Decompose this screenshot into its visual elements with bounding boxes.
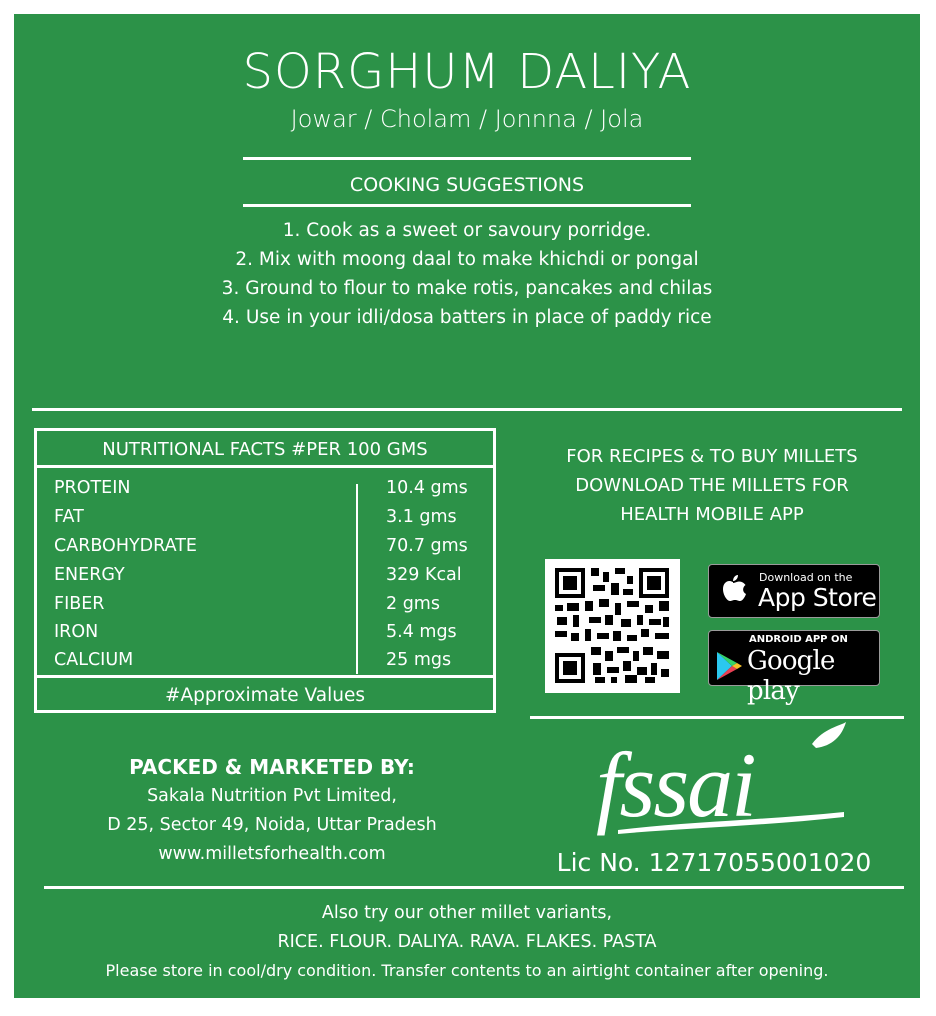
app-store-big-text: App Store [758,583,877,612]
app-store-small-text: Download on the [759,571,853,584]
fssai-license: Lic No. 12717055001020 [556,848,872,877]
apple-icon [719,574,747,608]
nutrition-heading: NUTRITIONAL FACTS #PER 100 GMS [37,431,493,468]
cooking-step: 4. Use in your idli/dosa batters in place of paddy rice [222,307,712,328]
app-store-badge[interactable] [708,564,880,618]
app-text-line: HEALTH MOBILE APP [620,504,804,525]
cooking-step: 3. Ground to flour to make rotis, pancakes and chilas [221,278,713,299]
nutrient-label: ENERGY [54,565,125,585]
nutrition-footnote: #Approximate Values [37,675,493,710]
footer-rule [44,886,904,889]
nutrient-label: CARBOHYDRATE [54,536,197,556]
nutrition-row [37,565,493,594]
nutrient-value: 5.4 mgs [386,622,457,642]
qr-code-icon [545,559,680,693]
fssai-logo [594,722,854,842]
nutrition-row [37,536,493,565]
footer-line: RICE. FLOUR. DALIYA. RAVA. FLAKES. PASTA [277,932,657,952]
nutrient-value: 329 Kcal [386,565,462,585]
nutrient-value: 70.7 gms [386,536,468,556]
nutrient-value: 3.1 gms [386,507,457,527]
google-play-big-text: Google play [747,646,835,706]
product-subtitle: Jowar / Cholam / Jonnna / Jola [290,105,644,133]
cooking-heading: COOKING SUGGESTIONS [349,174,585,196]
product-title: SORGHUM DALIYA [242,44,692,100]
nutrient-label: PROTEIN [54,478,131,498]
cooking-step: 2. Mix with moong daal to make khichdi or pongal [235,249,699,270]
nutrition-row [37,594,493,623]
google-play-small-text: ANDROID APP ON [749,634,848,645]
svg-text:fssai: fssai [596,734,755,836]
nutrition-column-divider [356,484,358,674]
packed-line: www.milletsforhealth.com [158,844,386,864]
nutrition-row [37,622,493,651]
product-label-panel [14,14,920,998]
app-section-rule [530,716,904,719]
nutrient-label: FIBER [54,594,105,614]
nutrition-row [37,478,493,507]
footer-line: Also try our other millet variants, [321,903,613,923]
cooking-step: 1. Cook as a sweet or savoury porridge. [282,220,652,241]
nutrient-value: 2 gms [386,594,440,614]
cooking-rule-top [243,157,691,160]
google-play-badge[interactable] [708,630,880,706]
nutrient-value: 10.4 gms [386,478,468,498]
packed-line: D 25, Sector 49, Noida, Uttar Pradesh [107,815,437,835]
app-text-line: FOR RECIPES & TO BUY MILLETS [566,446,858,467]
nutrient-label: FAT [54,507,84,527]
footer-line: Please store in cool/dry condition. Transfer contents to an airtight container after opening. [105,961,829,980]
section-divider [32,408,902,411]
nutrient-label: CALCIUM [54,650,134,670]
google-play-icon [715,651,743,681]
app-text-line: DOWNLOAD THE MILLETS FOR [575,475,849,496]
cooking-rule-bottom [243,204,691,207]
nutrition-row [37,507,493,536]
nutrition-facts-box [34,428,496,713]
packed-line: Sakala Nutrition Pvt Limited, [147,786,397,806]
fssai-logo-graphic [594,722,854,842]
qr-code-graphic [545,559,680,693]
packed-title: PACKED & MARKETED BY: [129,755,415,779]
nutrient-label: IRON [54,622,99,642]
nutrient-value: 25 mgs [386,650,452,670]
app-download-text [534,442,890,529]
